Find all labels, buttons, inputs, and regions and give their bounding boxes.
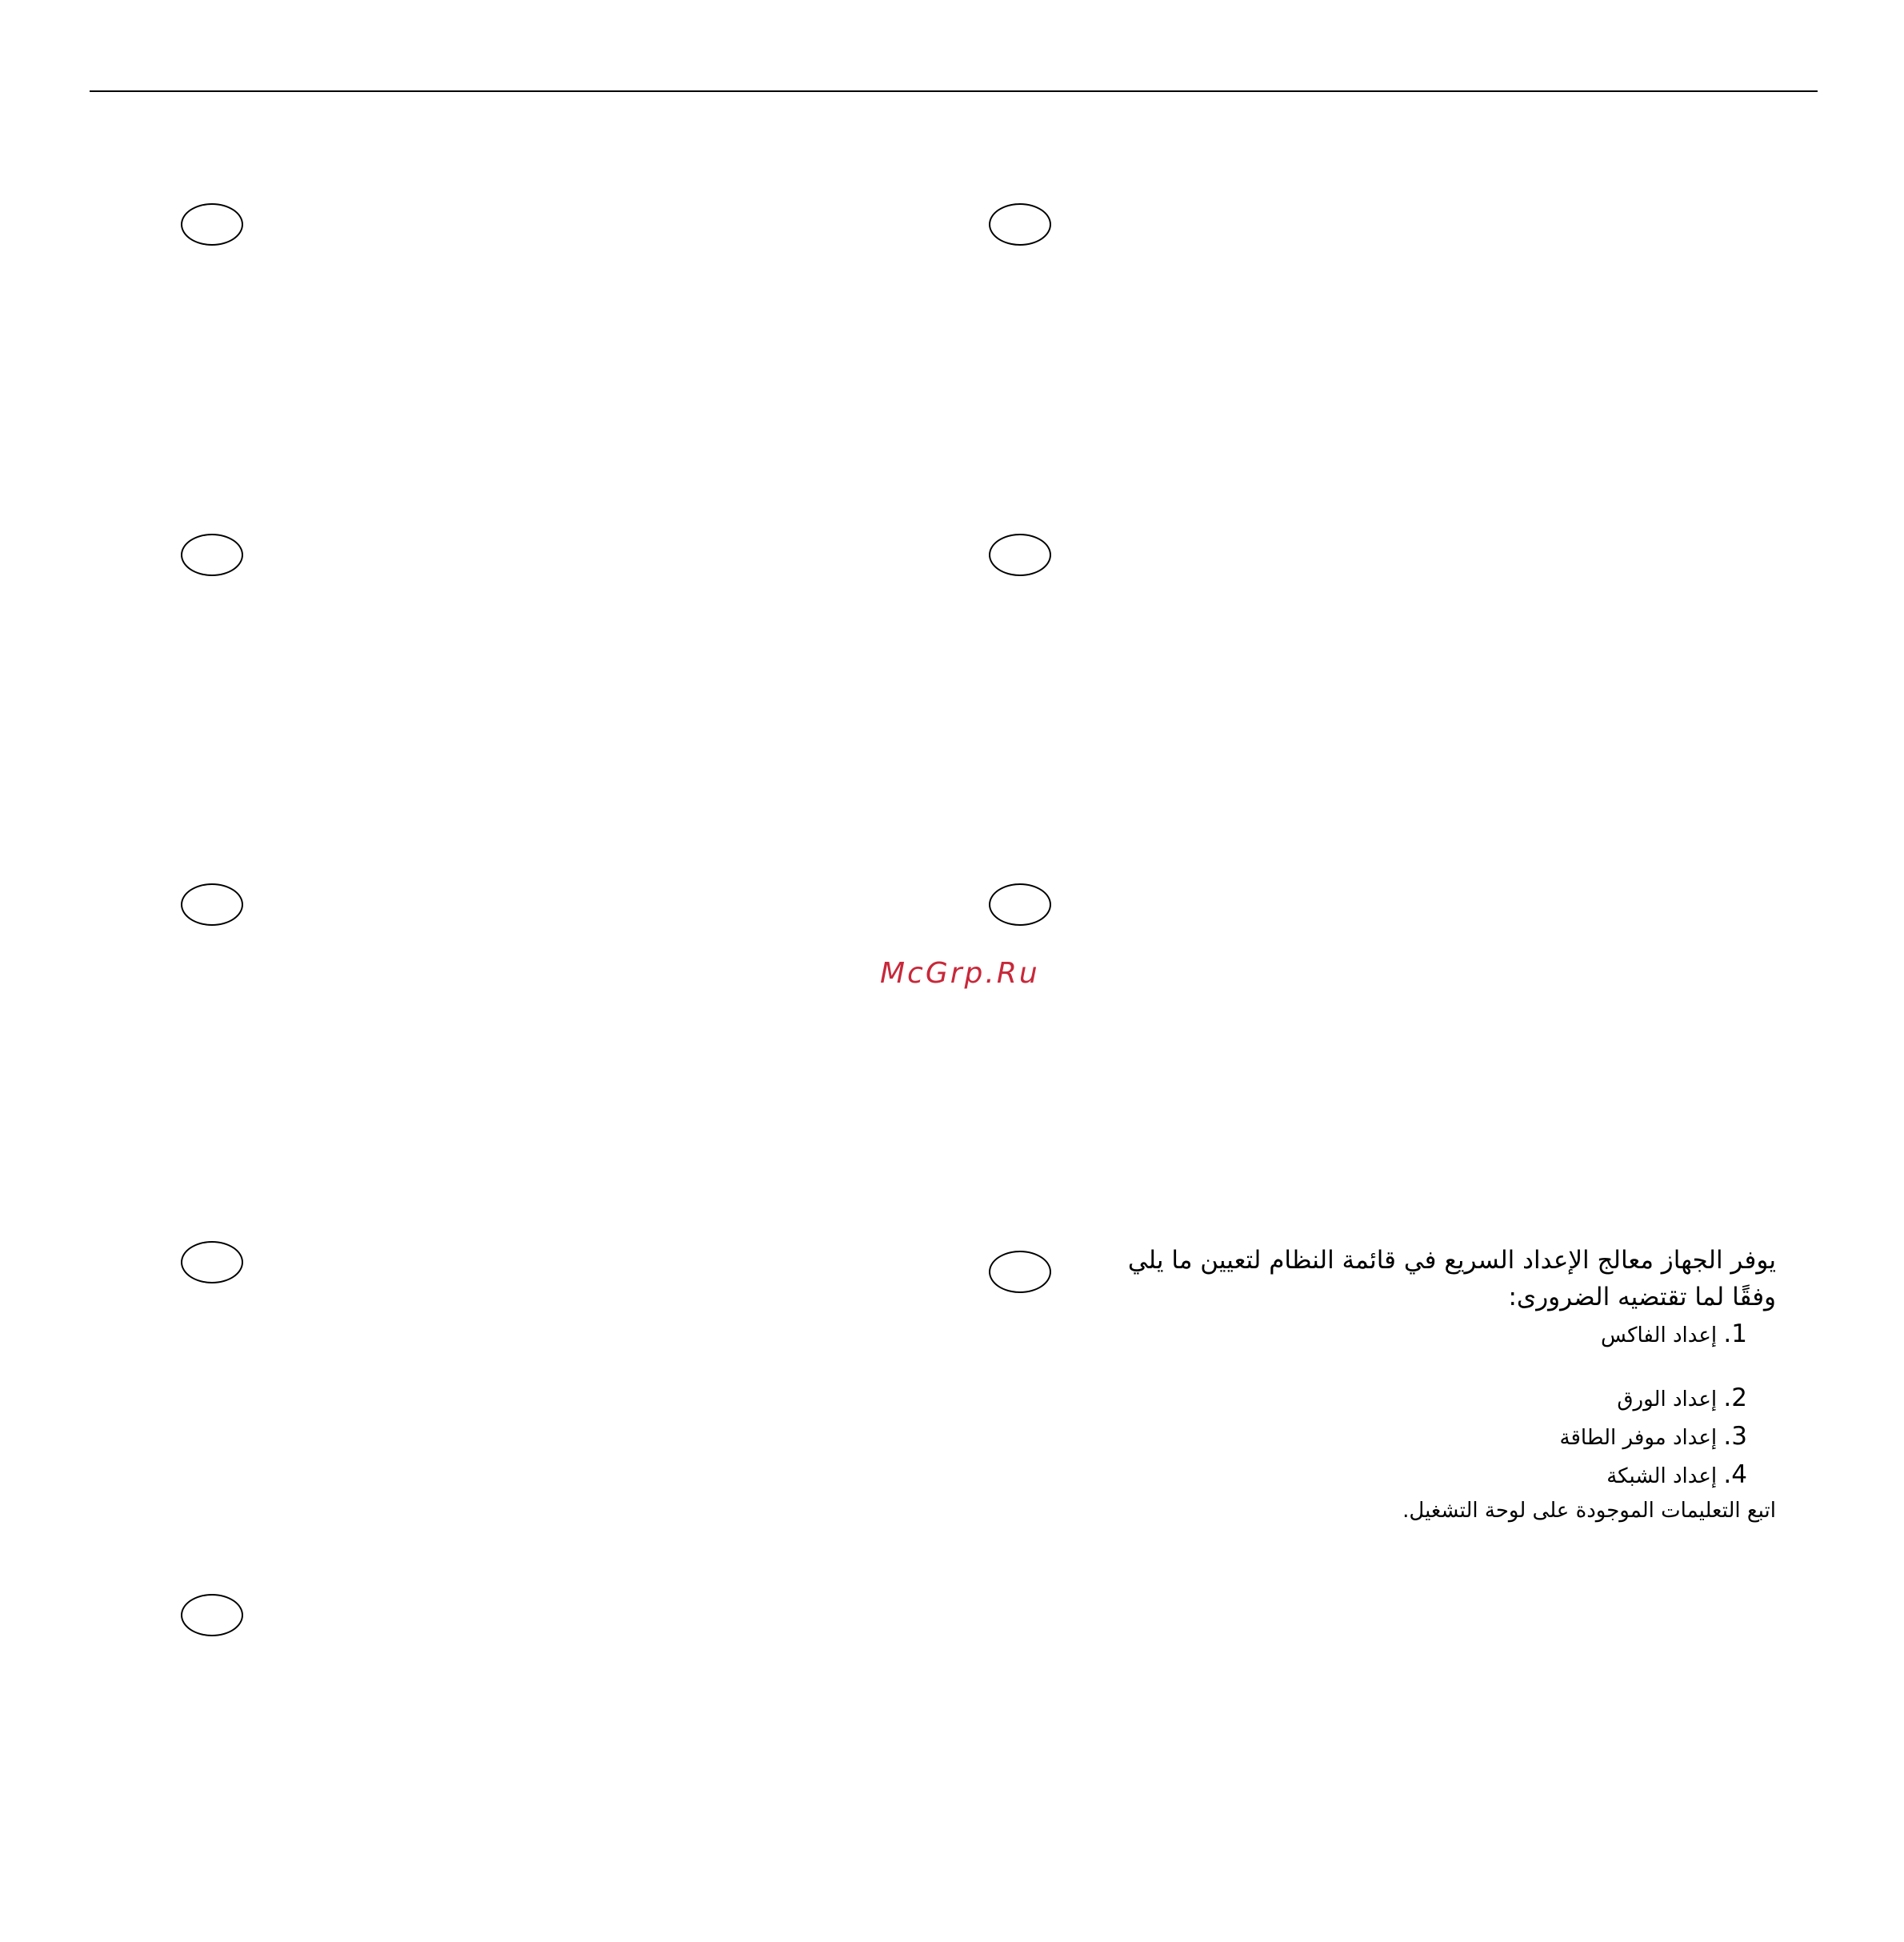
list-item-label: إعداد الفاكس [1600, 1323, 1718, 1347]
language-marker-oval [989, 883, 1051, 926]
list-item-number: 2. [1723, 1383, 1747, 1412]
list-item [1088, 1418, 1747, 1456]
language-marker-oval [989, 203, 1051, 246]
watermark-text: McGrp.Ru [880, 957, 1040, 990]
list-item-label: إعداد موفر الطاقة [1559, 1426, 1718, 1450]
language-marker-oval [181, 883, 243, 926]
list-item-number: 4. [1723, 1460, 1747, 1489]
arabic-setup-section [1088, 1242, 1776, 1527]
language-marker-oval [181, 203, 243, 246]
list-item-label: إعداد الورق [1617, 1387, 1718, 1411]
list-item-number: 1. [1723, 1319, 1747, 1348]
language-marker-oval [989, 1251, 1051, 1293]
list-item-label: إعداد الشبكة [1606, 1464, 1718, 1488]
list-item [1088, 1315, 1747, 1354]
language-marker-oval [989, 534, 1051, 576]
top-divider [90, 90, 1818, 92]
list-item-number: 3. [1723, 1422, 1747, 1451]
language-marker-oval [181, 534, 243, 576]
list-item [1088, 1379, 1747, 1418]
arabic-footer-instruction: اتبع التعليمات الموجودة على لوحة التشغيل. [1402, 1499, 1776, 1523]
list-item [1088, 1456, 1747, 1495]
arabic-setup-list [1088, 1315, 1776, 1495]
language-marker-oval [181, 1594, 243, 1636]
arabic-intro-paragraph: يوفر الجهاز معالج الإعداد السريع في قائمة النظام لتعيين ما يلي وفقًا لما تقتضيه الضرورى: [1127, 1246, 1776, 1311]
language-marker-oval [181, 1241, 243, 1283]
